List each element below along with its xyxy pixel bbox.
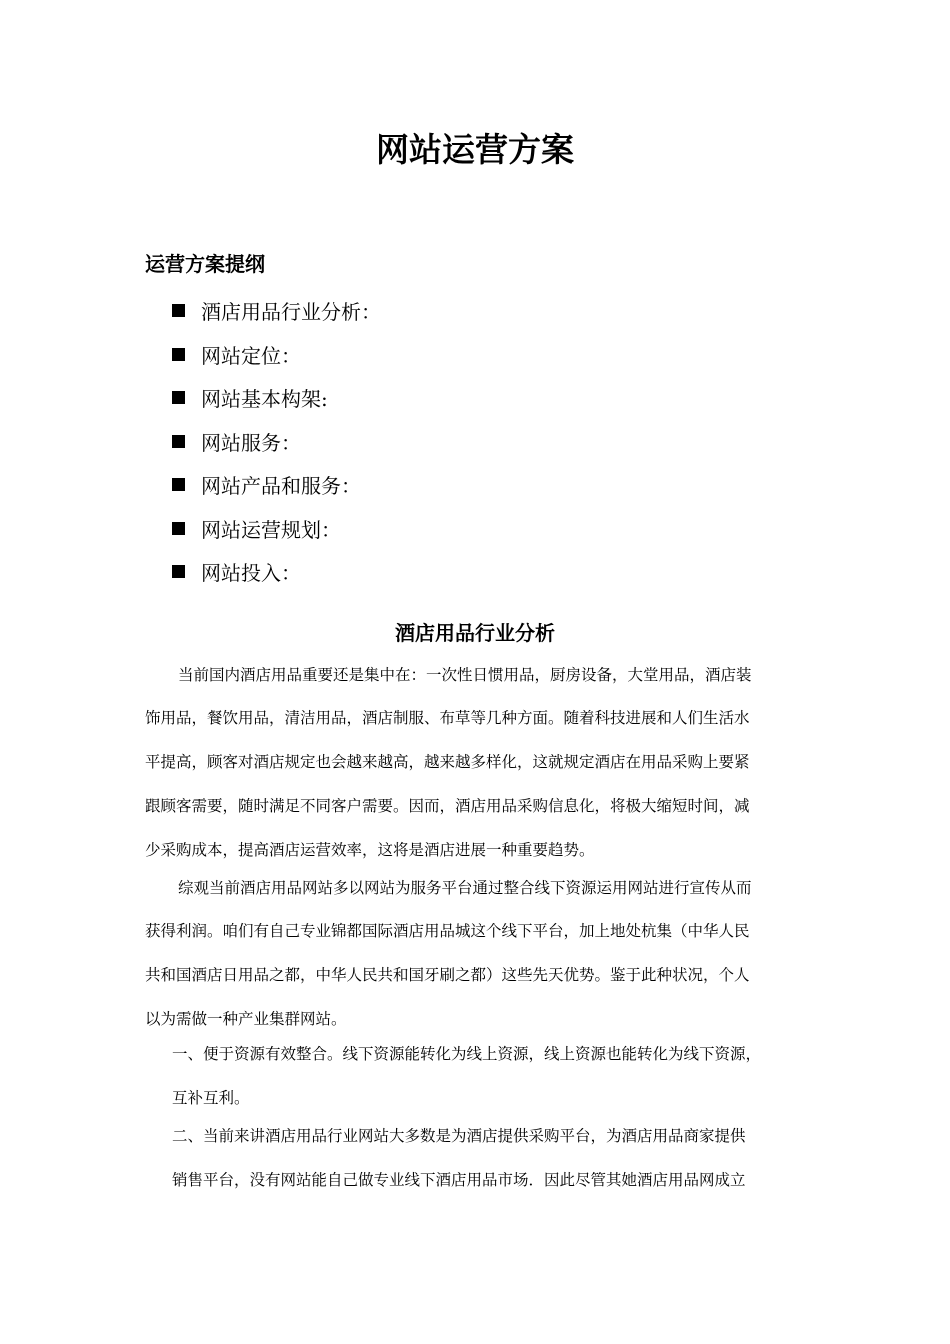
outline-item-text: 酒店用品行业分析：	[201, 300, 381, 325]
outline-item	[172, 550, 381, 594]
outline-item	[172, 289, 381, 333]
outline-heading: 运营方案提纲	[145, 252, 265, 276]
outline-item-text: 网站运营规划：	[201, 517, 341, 542]
outline-list	[172, 289, 381, 594]
body-line: 获得利润。咱们有自己专业锦都国际酒店用品城这个线下平台，加上地处杭集（中华人民	[145, 922, 750, 940]
section-heading: 酒店用品行业分析	[395, 621, 555, 645]
body-line: 二、当前来讲酒店用品行业网站大多数是为酒店提供采购平台，为酒店用品商家提供	[172, 1127, 746, 1145]
body-line: 以为需做一种产业集群网站。	[145, 1010, 347, 1028]
outline-item	[172, 420, 381, 464]
outline-item-text: 网站投入：	[201, 561, 301, 586]
body-line: 当前国内酒店用品重要还是集中在：一次性日惯用品，厨房设备，大堂用品，酒店装	[178, 666, 752, 684]
square-bullet-icon	[172, 565, 185, 578]
square-bullet-icon	[172, 435, 185, 448]
outline-item	[172, 376, 381, 420]
outline-item-text: 网站基本构架:	[201, 387, 328, 412]
outline-item-text: 网站服务：	[201, 430, 301, 455]
square-bullet-icon	[172, 522, 185, 535]
body-line: 一、便于资源有效整合。线下资源能转化为线上资源，线上资源也能转化为线下资源，	[172, 1045, 762, 1063]
square-bullet-icon	[172, 304, 185, 317]
body-line: 综观当前酒店用品网站多以网站为服务平台通过整合线下资源运用网站进行宣传从而	[178, 879, 752, 897]
outline-item	[172, 463, 381, 507]
body-line: 饰用品，餐饮用品，清洁用品，酒店制服、布草等几种方面。随着科技进展和人们生活水	[145, 709, 750, 727]
body-line: 销售平台，没有网站能自己做专业线下酒店用品市场．因此尽管其她酒店用品网成立	[172, 1171, 746, 1189]
body-line: 共和国酒店日用品之都，中华人民共和国牙刷之都）这些先天优势。鉴于此种状况，个人	[145, 966, 750, 984]
square-bullet-icon	[172, 391, 185, 404]
body-line: 少采购成本，提高酒店运营效率，这将是酒店进展一种重要趋势。	[145, 841, 595, 859]
document-title: 网站运营方案	[376, 130, 574, 169]
body-line: 跟顾客需要，随时满足不同客户需要。因而，酒店用品采购信息化，将极大缩短时间，减	[145, 797, 750, 815]
body-line: 平提高，顾客对酒店规定也会越来越高，越来越多样化，这就规定酒店在用品采购上要紧	[145, 753, 750, 771]
body-line: 互补互利。	[172, 1089, 250, 1107]
outline-item-text: 网站定位：	[201, 343, 301, 368]
outline-item-text: 网站产品和服务：	[201, 474, 361, 499]
outline-item	[172, 507, 381, 551]
square-bullet-icon	[172, 348, 185, 361]
outline-item	[172, 333, 381, 377]
square-bullet-icon	[172, 478, 185, 491]
